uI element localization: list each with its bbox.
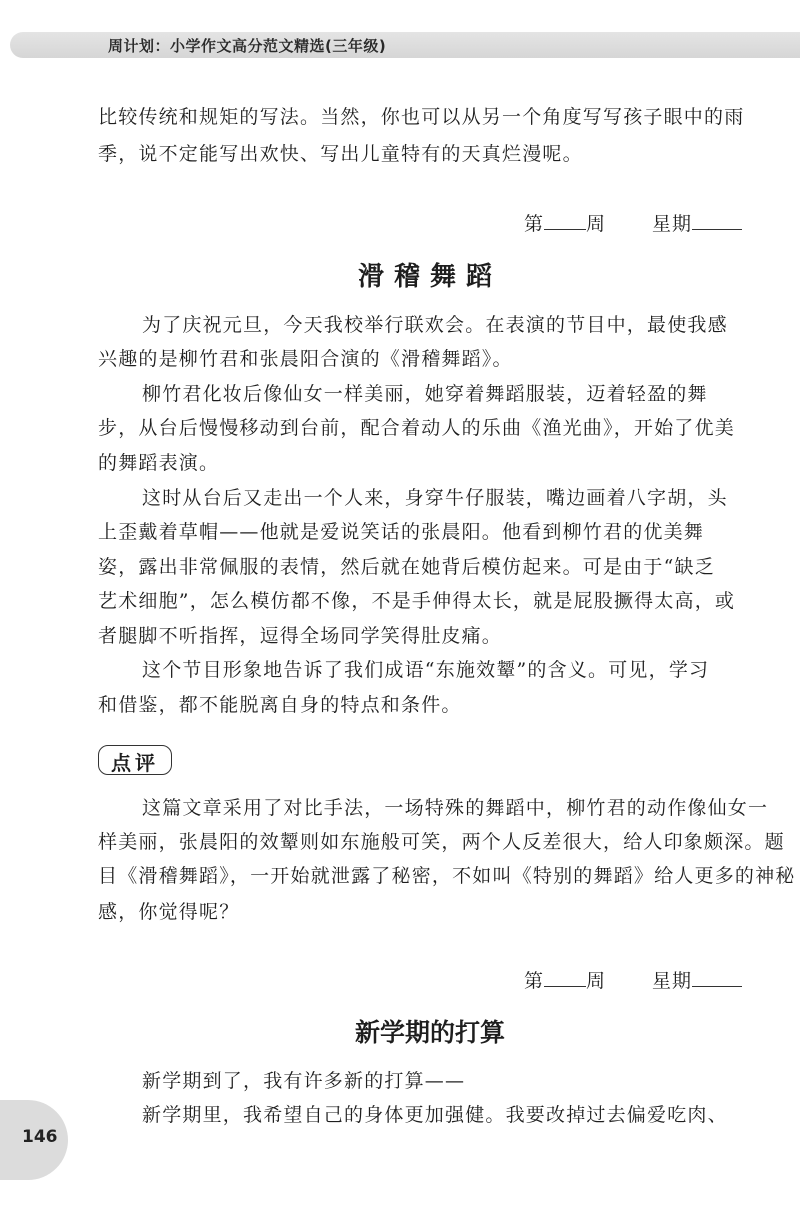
text-line: 新学期里，我希望自己的身体更加强健。我要改掉过去偏爱吃肉、 (142, 1104, 728, 1126)
text-line: 兴趣的是柳竹君和张晨阳合演的《滑稽舞蹈》。 (98, 348, 513, 370)
week-blank (544, 985, 586, 987)
week-day-line (524, 966, 742, 993)
text-line: 这个节目形象地告诉了我们成语“东施效颦”的含义。可见，学习 (142, 659, 710, 681)
page-number: 146 (22, 1127, 58, 1147)
week-unit-label: 周 (585, 213, 606, 235)
weekday-blank (692, 985, 742, 987)
text-line: 上歪戴着草帽——他就是爱说笑话的张晨阳。他看到柳竹君的优美舞 (98, 521, 705, 543)
text-line: 姿，露出非常佩服的表情，然后就在她背后模仿起来。可是由于“缺乏 (98, 556, 715, 578)
text-line: 者腿脚不听指挥，逗得全场同学笑得肚皮痛。 (98, 625, 503, 647)
text-line: 步，从台后慢慢移动到台前，配合着动人的乐曲《渔光曲》，开始了优美 (98, 417, 735, 439)
text-line: 和借鉴，都不能脱离自身的特点和条件。 (98, 694, 462, 716)
text-line: 为了庆祝元旦，今天我校举行联欢会。在表演的节目中，最使我感 (142, 314, 728, 336)
text-line: 季，说不定能写出欢快、写出儿童特有的天真烂漫呢。 (98, 143, 583, 165)
review-label: 点评 (111, 751, 159, 775)
text-line: 样美丽，张晨阳的效颦则如东施般可笑，两个人反差很大，给人印象颇深。题 (98, 831, 785, 853)
text-line: 新学期到了，我有许多新的打算—— (142, 1070, 466, 1092)
weekday-blank (692, 228, 742, 230)
text-line: 比较传统和规矩的写法。当然，你也可以从另一个角度写写孩子眼中的雨 (98, 106, 745, 128)
weekday-label: 星期 (651, 970, 692, 992)
week-blank (544, 228, 586, 230)
week-label: 第 (523, 970, 544, 992)
running-header: 周计划：小学作文高分范文精选(三年级) (108, 37, 387, 55)
week-unit-label: 周 (585, 970, 606, 992)
text-line: 的舞蹈表演。 (98, 452, 220, 474)
text-line: 艺术细胞”，怎么模仿都不像，不是手伸得太长，就是屁股撅得太高，或 (98, 590, 736, 612)
text-line: 这时从台后又走出一个人来，身穿牛仔服装，嘴边画着八字胡，头 (142, 487, 728, 509)
weekday-label: 星期 (651, 213, 692, 235)
text-line: 目《滑稽舞蹈》，一开始就泄露了秘密，不如叫《特别的舞蹈》给人更多的神秘 (98, 865, 796, 887)
essay-title: 新学期的打算 (354, 1018, 505, 1047)
week-label: 第 (523, 213, 544, 235)
text-line: 感，你觉得呢？ (98, 901, 240, 923)
review-badge (98, 745, 172, 775)
essay-title: 滑稽舞蹈 (357, 262, 502, 292)
week-day-line (524, 209, 742, 236)
text-line: 这篇文章采用了对比手法，一场特殊的舞蹈中，柳竹君的动作像仙女一 (142, 797, 769, 819)
text-line: 柳竹君化妆后像仙女一样美丽，她穿着舞蹈服装，迈着轻盈的舞 (142, 383, 708, 405)
